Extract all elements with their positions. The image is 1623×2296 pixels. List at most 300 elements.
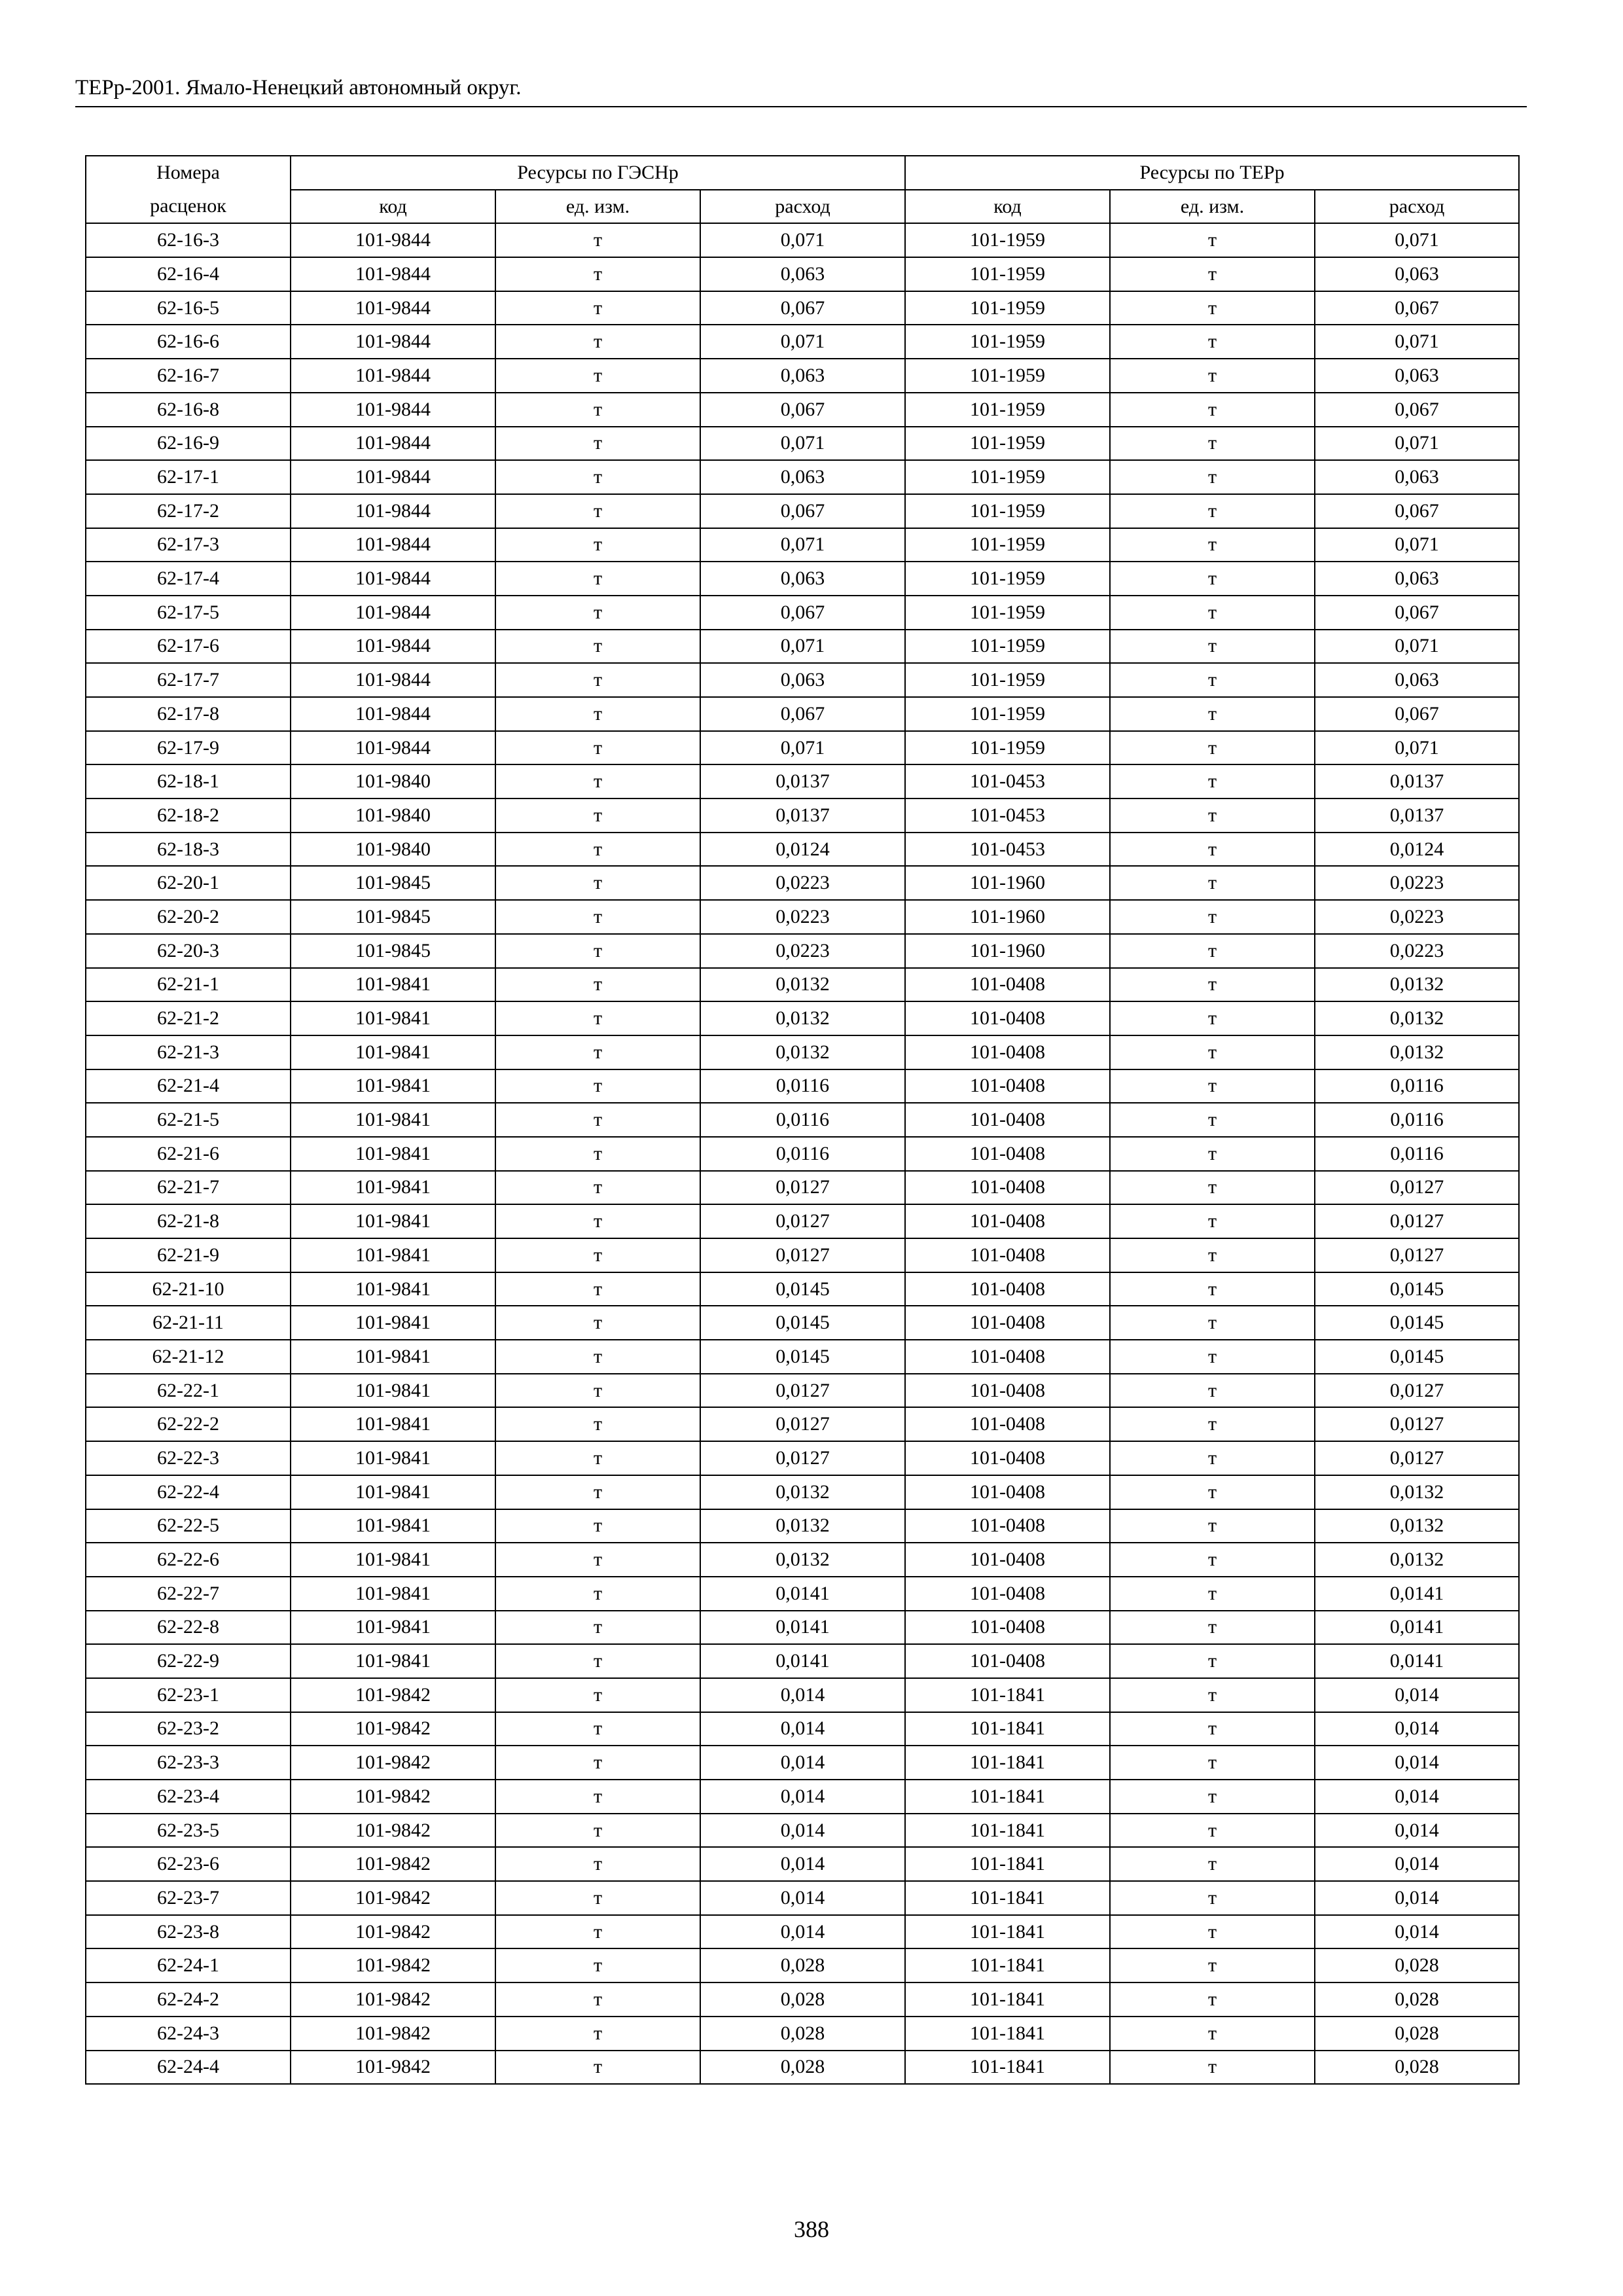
ter-code-cell: 101-1841 [905,1948,1110,1982]
gesn-amount-cell: 0,0132 [700,1509,905,1543]
ter-amount-cell: 0,063 [1315,562,1519,596]
ter-unit-cell: т [1110,1746,1315,1780]
gesn-amount-cell: 0,063 [700,257,905,291]
gesn-code-cell: 101-9842 [291,1814,495,1848]
ter-amount-cell: 0,071 [1315,630,1519,664]
gesn-unit-cell: т [495,1441,700,1475]
ter-amount-cell: 0,0137 [1315,764,1519,798]
gesn-amount-cell: 0,0127 [700,1204,905,1238]
gesn-code-cell: 101-9844 [291,257,495,291]
ter-unit-cell: т [1110,764,1315,798]
gesn-amount-cell: 0,0145 [700,1306,905,1340]
gesn-code-cell: 101-9844 [291,359,495,393]
rate-number-cell: 62-22-1 [86,1374,291,1408]
ter-unit-cell: т [1110,1712,1315,1746]
ter-amount-cell: 0,014 [1315,1780,1519,1814]
ter-code-cell: 101-1841 [905,1712,1110,1746]
ter-code-cell: 101-1959 [905,596,1110,630]
gesn-unit-cell: т [495,697,700,731]
gesn-unit-cell: т [495,1001,700,1035]
ter-unit-cell: т [1110,697,1315,731]
ter-code-cell: 101-1959 [905,427,1110,461]
ter-amount-cell: 0,0132 [1315,1475,1519,1509]
ter-unit-cell: т [1110,1780,1315,1814]
ter-unit-cell: т [1110,1814,1315,1848]
gesn-code-cell: 101-9841 [291,1611,495,1645]
ter-code-cell: 101-1841 [905,1746,1110,1780]
gesn-amount-cell: 0,063 [700,359,905,393]
rate-number-cell: 62-20-1 [86,866,291,900]
gesn-code-cell: 101-9844 [291,494,495,528]
ter-unit-cell: т [1110,393,1315,427]
rate-number-cell: 62-17-6 [86,630,291,664]
ter-amount-cell: 0,071 [1315,223,1519,257]
rate-number-cell: 62-23-7 [86,1881,291,1915]
gesn-code-cell: 101-9844 [291,325,495,359]
rate-number-cell: 62-21-9 [86,1238,291,1272]
ter-unit-cell: т [1110,1103,1315,1137]
ter-code-cell: 101-1841 [905,1780,1110,1814]
rate-number-cell: 62-17-9 [86,731,291,765]
table-row [86,1069,1519,1103]
table-row [86,562,1519,596]
gesn-amount-cell: 0,063 [700,663,905,697]
gesn-unit-cell: т [495,1847,700,1881]
gesn-code-cell: 101-9840 [291,798,495,833]
rate-number-cell: 62-20-2 [86,900,291,934]
gesn-amount-cell: 0,0141 [700,1611,905,1645]
gesn-code-cell: 101-9841 [291,1103,495,1137]
rate-number-cell: 62-18-2 [86,798,291,833]
gesn-unit-cell: т [495,291,700,325]
rate-number-cell: 62-23-6 [86,1847,291,1881]
ter-code-cell: 101-1959 [905,663,1110,697]
ter-unit-cell: т [1110,460,1315,494]
ter-unit-cell: т [1110,1644,1315,1678]
rate-number-cell: 62-17-2 [86,494,291,528]
gesn-code-cell: 101-9841 [291,1577,495,1611]
ter-unit-cell: т [1110,325,1315,359]
gesn-code-cell: 101-9842 [291,1982,495,2017]
ter-amount-cell: 0,0145 [1315,1306,1519,1340]
gesn-code-cell: 101-9844 [291,731,495,765]
ter-code-cell: 101-0408 [905,1475,1110,1509]
ter-amount-cell: 0,014 [1315,1746,1519,1780]
ter-amount-cell: 0,028 [1315,1982,1519,2017]
rate-number-cell: 62-22-4 [86,1475,291,1509]
ter-amount-cell: 0,063 [1315,663,1519,697]
gesn-unit-cell: т [495,1577,700,1611]
gesn-unit-cell: т [495,1204,700,1238]
ter-code-cell: 101-1960 [905,866,1110,900]
ter-amount-cell: 0,0145 [1315,1272,1519,1306]
rate-number-cell: 62-21-3 [86,1035,291,1069]
ter-amount-cell: 0,067 [1315,393,1519,427]
rate-number-cell: 62-16-8 [86,393,291,427]
ter-code-cell: 101-1960 [905,934,1110,968]
gesn-amount-cell: 0,067 [700,697,905,731]
gesn-code-cell: 101-9842 [291,1746,495,1780]
gesn-code-cell: 101-9844 [291,528,495,562]
col-gesn-code-header: код [291,190,495,224]
gesn-amount-cell: 0,071 [700,427,905,461]
gesn-amount-cell: 0,0137 [700,798,905,833]
ter-unit-cell: т [1110,494,1315,528]
gesn-unit-cell: т [495,1103,700,1137]
ter-unit-cell: т [1110,731,1315,765]
table-row [86,1678,1519,1712]
ter-unit-cell: т [1110,1475,1315,1509]
rate-number-cell: 62-21-10 [86,1272,291,1306]
gesn-code-cell: 101-9842 [291,2017,495,2051]
gesn-unit-cell: т [495,223,700,257]
ter-amount-cell: 0,0141 [1315,1644,1519,1678]
gesn-unit-cell: т [495,1712,700,1746]
ter-amount-cell: 0,0145 [1315,1340,1519,1374]
table-row [86,1374,1519,1408]
ter-code-cell: 101-0408 [905,1137,1110,1171]
ter-unit-cell: т [1110,2017,1315,2051]
ter-unit-cell: т [1110,1881,1315,1915]
rate-number-cell: 62-21-1 [86,968,291,1002]
gesn-amount-cell: 0,0127 [700,1374,905,1408]
gesn-unit-cell: т [495,731,700,765]
ter-unit-cell: т [1110,562,1315,596]
ter-code-cell: 101-0408 [905,1644,1110,1678]
gesn-unit-cell: т [495,1509,700,1543]
gesn-unit-cell: т [495,1543,700,1577]
ter-amount-cell: 0,067 [1315,291,1519,325]
gesn-unit-cell: т [495,1407,700,1441]
ter-code-cell: 101-1841 [905,1881,1110,1915]
table-row [86,731,1519,765]
ter-amount-cell: 0,0127 [1315,1171,1519,1205]
table-row [86,1847,1519,1881]
gesn-amount-cell: 0,0223 [700,934,905,968]
gesn-unit-cell: т [495,1069,700,1103]
rate-number-cell: 62-21-6 [86,1137,291,1171]
table-row [86,934,1519,968]
ter-amount-cell: 0,028 [1315,1948,1519,1982]
rate-number-cell: 62-21-2 [86,1001,291,1035]
table-row [86,325,1519,359]
ter-amount-cell: 0,0127 [1315,1407,1519,1441]
gesn-unit-cell: т [495,2051,700,2085]
ter-unit-cell: т [1110,968,1315,1002]
gesn-code-cell: 101-9844 [291,596,495,630]
rate-number-cell: 62-22-6 [86,1543,291,1577]
table-row [86,1982,1519,2017]
rate-number-cell: 62-17-5 [86,596,291,630]
col-rate-number-header-top: Номера [86,156,291,190]
rate-number-cell: 62-23-4 [86,1780,291,1814]
ter-amount-cell: 0,0127 [1315,1238,1519,1272]
gesn-unit-cell: т [495,1611,700,1645]
group-header-gesn: Ресурсы по ГЭСНр [291,156,905,190]
rate-number-cell: 62-16-5 [86,291,291,325]
table-row [86,1746,1519,1780]
gesn-unit-cell: т [495,1780,700,1814]
ter-unit-cell: т [1110,630,1315,664]
col-rate-number-header-bottom: расценок [86,190,291,224]
ter-code-cell: 101-1959 [905,359,1110,393]
table-row [86,1407,1519,1441]
gesn-code-cell: 101-9840 [291,764,495,798]
ter-code-cell: 101-0408 [905,1611,1110,1645]
ter-amount-cell: 0,0116 [1315,1069,1519,1103]
ter-amount-cell: 0,028 [1315,2017,1519,2051]
table-row [86,1272,1519,1306]
table-row [86,1644,1519,1678]
gesn-amount-cell: 0,0127 [700,1441,905,1475]
ter-code-cell: 101-1841 [905,2051,1110,2085]
gesn-code-cell: 101-9841 [291,1441,495,1475]
table-row [86,833,1519,867]
gesn-amount-cell: 0,014 [700,1678,905,1712]
gesn-unit-cell: т [495,1035,700,1069]
ter-unit-cell: т [1110,291,1315,325]
gesn-unit-cell: т [495,1171,700,1205]
table-row [86,1948,1519,1982]
ter-code-cell: 101-1959 [905,731,1110,765]
rate-number-cell: 62-17-8 [86,697,291,731]
table-row [86,460,1519,494]
table-row [86,798,1519,833]
gesn-amount-cell: 0,014 [700,1746,905,1780]
gesn-code-cell: 101-9841 [291,1644,495,1678]
gesn-amount-cell: 0,0127 [700,1171,905,1205]
ter-unit-cell: т [1110,359,1315,393]
ter-code-cell: 101-1959 [905,460,1110,494]
ter-code-cell: 101-0408 [905,1577,1110,1611]
table-row [86,1171,1519,1205]
gesn-amount-cell: 0,071 [700,528,905,562]
ter-amount-cell: 0,0127 [1315,1374,1519,1408]
ter-unit-cell: т [1110,798,1315,833]
rate-number-cell: 62-22-2 [86,1407,291,1441]
gesn-unit-cell: т [495,1948,700,1982]
table-head [86,156,1519,223]
group-header-ter: Ресурсы по ТЕРр [905,156,1519,190]
table-row [86,697,1519,731]
gesn-amount-cell: 0,0132 [700,1475,905,1509]
ter-unit-cell: т [1110,1543,1315,1577]
ter-unit-cell: т [1110,1272,1315,1306]
gesn-code-cell: 101-9842 [291,1678,495,1712]
gesn-amount-cell: 0,014 [700,1712,905,1746]
gesn-unit-cell: т [495,1746,700,1780]
rate-number-cell: 62-24-2 [86,1982,291,2017]
ter-unit-cell: т [1110,1509,1315,1543]
gesn-unit-cell: т [495,1814,700,1848]
gesn-amount-cell: 0,014 [700,1915,905,1949]
ter-code-cell: 101-1959 [905,630,1110,664]
gesn-code-cell: 101-9842 [291,1780,495,1814]
ter-unit-cell: т [1110,934,1315,968]
gesn-unit-cell: т [495,630,700,664]
gesn-unit-cell: т [495,1678,700,1712]
ter-code-cell: 101-0408 [905,1204,1110,1238]
gesn-unit-cell: т [495,494,700,528]
gesn-code-cell: 101-9842 [291,1847,495,1881]
ter-unit-cell: т [1110,1577,1315,1611]
gesn-code-cell: 101-9841 [291,1509,495,1543]
ter-code-cell: 101-1959 [905,494,1110,528]
rate-number-cell: 62-21-11 [86,1306,291,1340]
gesn-unit-cell: т [495,1137,700,1171]
rate-number-cell: 62-18-3 [86,833,291,867]
col-ter-code-header: код [905,190,1110,224]
rate-number-cell: 62-23-2 [86,1712,291,1746]
gesn-code-cell: 101-9841 [291,1475,495,1509]
ter-unit-cell: т [1110,528,1315,562]
gesn-unit-cell: т [495,325,700,359]
ter-code-cell: 101-1841 [905,1982,1110,2017]
table-row [86,630,1519,664]
gesn-unit-cell: т [495,900,700,934]
rate-number-cell: 62-18-1 [86,764,291,798]
ter-code-cell: 101-1959 [905,697,1110,731]
gesn-amount-cell: 0,0141 [700,1577,905,1611]
gesn-unit-cell: т [495,1272,700,1306]
gesn-code-cell: 101-9841 [291,1238,495,1272]
table-row [86,1814,1519,1848]
ter-unit-cell: т [1110,1001,1315,1035]
gesn-amount-cell: 0,0223 [700,866,905,900]
gesn-unit-cell: т [495,1881,700,1915]
col-gesn-unit-header: ед. изм. [495,190,700,224]
ter-amount-cell: 0,0116 [1315,1137,1519,1171]
gesn-code-cell: 101-9841 [291,1407,495,1441]
table-row [86,528,1519,562]
ter-code-cell: 101-1841 [905,1814,1110,1848]
rate-number-cell: 62-22-3 [86,1441,291,1475]
rate-number-cell: 62-24-4 [86,2051,291,2085]
gesn-code-cell: 101-9844 [291,460,495,494]
ter-unit-cell: т [1110,1948,1315,1982]
ter-code-cell: 101-1841 [905,2017,1110,2051]
gesn-unit-cell: т [495,1644,700,1678]
ter-amount-cell: 0,0132 [1315,1509,1519,1543]
gesn-code-cell: 101-9841 [291,1171,495,1205]
ter-amount-cell: 0,063 [1315,460,1519,494]
ter-amount-cell: 0,0124 [1315,833,1519,867]
gesn-unit-cell: т [495,427,700,461]
gesn-unit-cell: т [495,393,700,427]
gesn-amount-cell: 0,0132 [700,1543,905,1577]
gesn-code-cell: 101-9842 [291,1881,495,1915]
ter-amount-cell: 0,014 [1315,1678,1519,1712]
gesn-code-cell: 101-9844 [291,291,495,325]
ter-unit-cell: т [1110,1069,1315,1103]
ter-unit-cell: т [1110,1611,1315,1645]
gesn-amount-cell: 0,067 [700,393,905,427]
col-ter-amount-header: расход [1315,190,1519,224]
gesn-amount-cell: 0,071 [700,630,905,664]
table-row [86,1509,1519,1543]
gesn-unit-cell: т [495,934,700,968]
rate-number-cell: 62-23-5 [86,1814,291,1848]
ter-unit-cell: т [1110,1407,1315,1441]
ter-code-cell: 101-1959 [905,528,1110,562]
rate-number-cell: 62-16-6 [86,325,291,359]
ter-unit-cell: т [1110,1171,1315,1205]
table-row [86,1611,1519,1645]
gesn-amount-cell: 0,071 [700,731,905,765]
gesn-code-cell: 101-9844 [291,223,495,257]
rate-number-cell: 62-16-9 [86,427,291,461]
ter-amount-cell: 0,0132 [1315,1001,1519,1035]
ter-amount-cell: 0,067 [1315,494,1519,528]
gesn-amount-cell: 0,0116 [700,1137,905,1171]
gesn-code-cell: 101-9841 [291,1035,495,1069]
ter-code-cell: 101-0408 [905,1340,1110,1374]
table-row [86,1475,1519,1509]
gesn-unit-cell: т [495,460,700,494]
rate-number-cell: 62-17-1 [86,460,291,494]
ter-code-cell: 101-0408 [905,1509,1110,1543]
col-gesn-amount-header: расход [700,190,905,224]
ter-unit-cell: т [1110,1678,1315,1712]
rate-number-cell: 62-17-4 [86,562,291,596]
gesn-amount-cell: 0,0137 [700,764,905,798]
gesn-unit-cell: т [495,1238,700,1272]
table-head-row-2 [86,190,1519,224]
ter-amount-cell: 0,014 [1315,1915,1519,1949]
rate-number-cell: 62-21-5 [86,1103,291,1137]
gesn-code-cell: 101-9844 [291,393,495,427]
ter-unit-cell: т [1110,1847,1315,1881]
gesn-amount-cell: 0,071 [700,325,905,359]
gesn-amount-cell: 0,0132 [700,1035,905,1069]
gesn-amount-cell: 0,071 [700,223,905,257]
rate-number-cell: 62-23-3 [86,1746,291,1780]
ter-unit-cell: т [1110,866,1315,900]
rate-number-cell: 62-16-3 [86,223,291,257]
gesn-unit-cell: т [495,1374,700,1408]
gesn-code-cell: 101-9842 [291,1915,495,1949]
ter-unit-cell: т [1110,1441,1315,1475]
ter-code-cell: 101-0408 [905,1374,1110,1408]
table-row [86,900,1519,934]
ter-code-cell: 101-0408 [905,1069,1110,1103]
ter-code-cell: 101-0408 [905,1171,1110,1205]
table-row [86,494,1519,528]
gesn-amount-cell: 0,0145 [700,1340,905,1374]
rate-number-cell: 62-17-3 [86,528,291,562]
page-number: 388 [794,2216,829,2242]
ter-amount-cell: 0,0223 [1315,866,1519,900]
ter-amount-cell: 0,0141 [1315,1577,1519,1611]
gesn-unit-cell: т [495,1915,700,1949]
ter-code-cell: 101-1841 [905,1915,1110,1949]
ter-code-cell: 101-1959 [905,257,1110,291]
gesn-amount-cell: 0,067 [700,494,905,528]
rate-number-cell: 62-22-8 [86,1611,291,1645]
table-row [86,2051,1519,2085]
ter-unit-cell: т [1110,1340,1315,1374]
table-row [86,393,1519,427]
gesn-unit-cell: т [495,866,700,900]
rate-number-cell: 62-16-7 [86,359,291,393]
rate-number-cell: 62-23-1 [86,1678,291,1712]
table-row [86,764,1519,798]
gesn-unit-cell: т [495,1982,700,2017]
ter-unit-cell: т [1110,2051,1315,2085]
gesn-amount-cell: 0,028 [700,1948,905,1982]
gesn-amount-cell: 0,028 [700,2051,905,2085]
ter-unit-cell: т [1110,1238,1315,1272]
